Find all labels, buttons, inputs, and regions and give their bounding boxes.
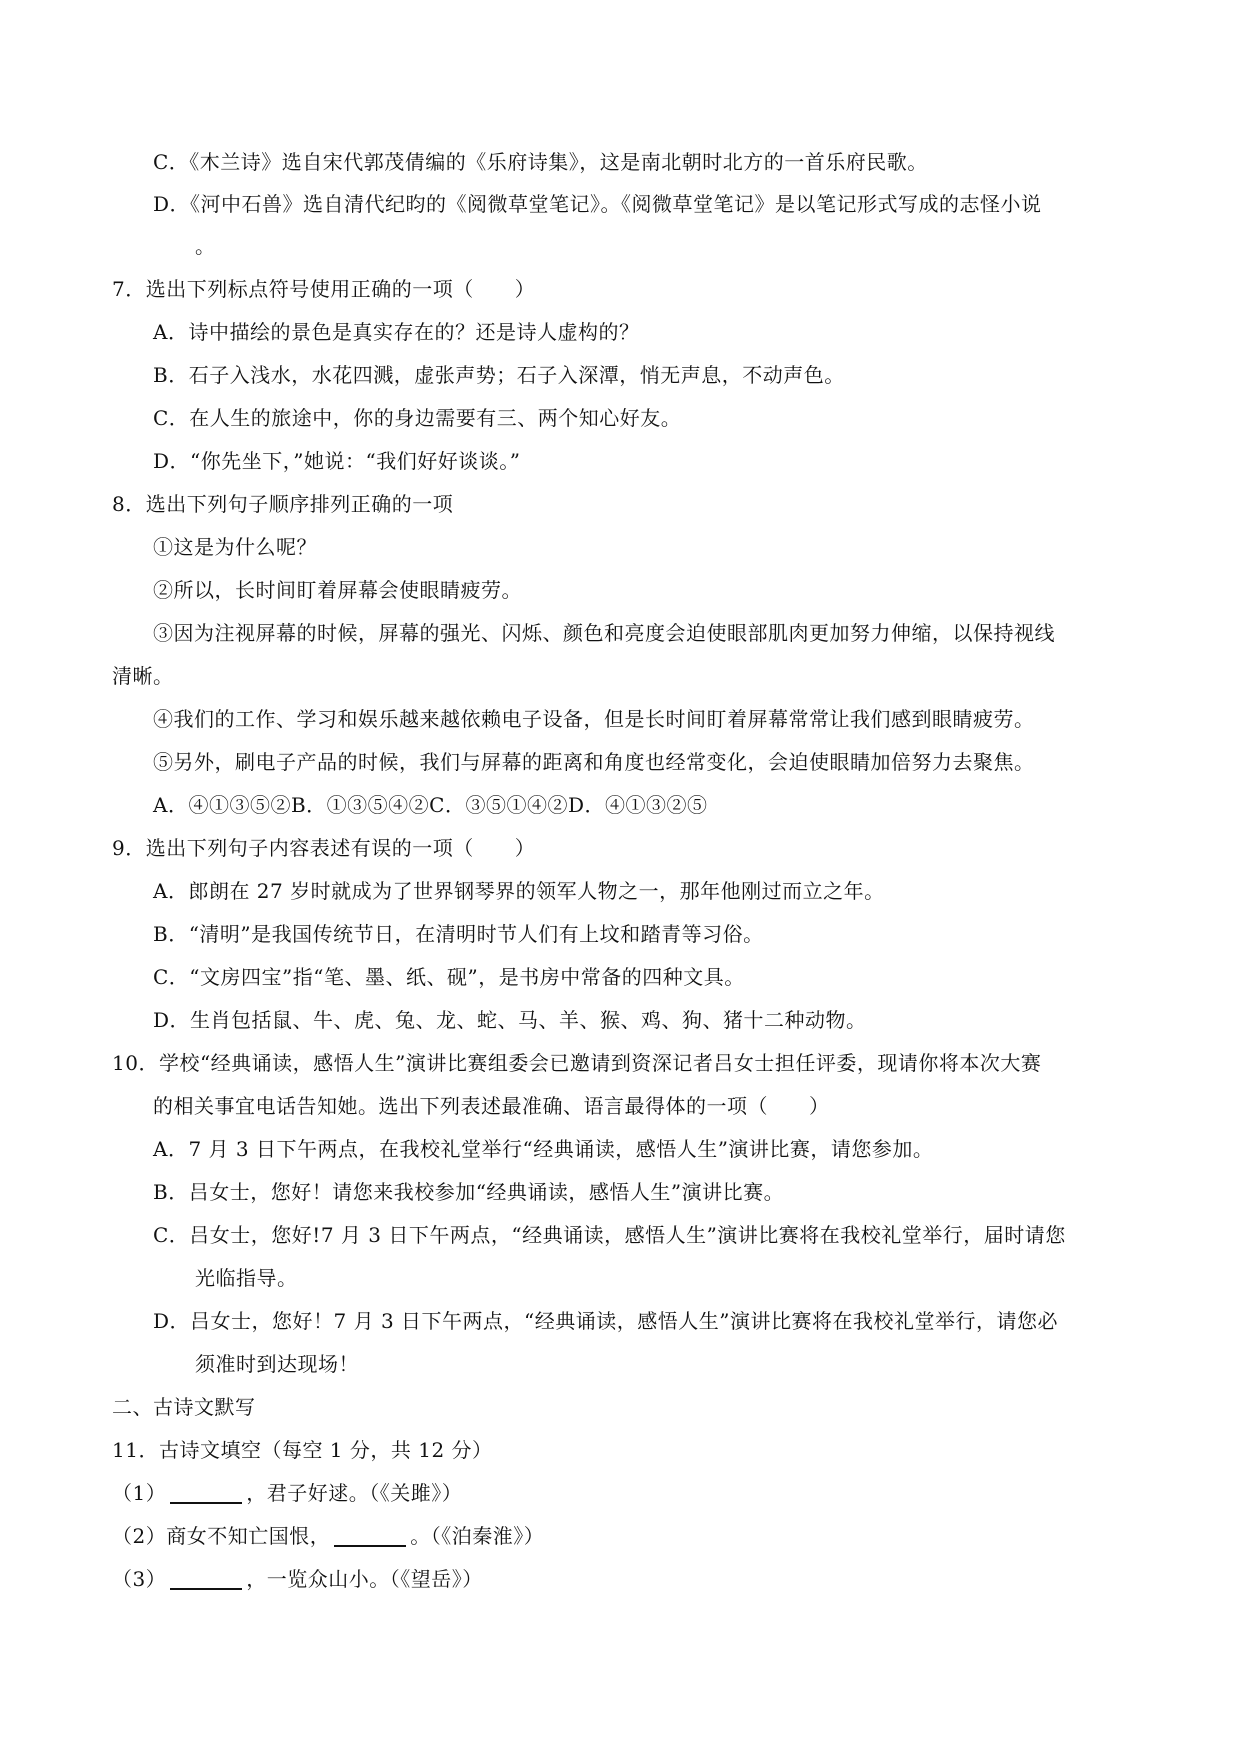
q8-sentence-3-line1: ③因为注视屏幕的时候，屏幕的强光、闪烁、颜色和亮度会迫使眼部肌肉更加努力伸缩，以保持视线 bbox=[153, 621, 1055, 645]
q10-option-d-line2: 须准时到达现场！ bbox=[195, 1352, 359, 1376]
q9-option-a: A．郎朗在 27 岁时就成为了世界钢琴界的领军人物之一，那年他刚过而立之年。 bbox=[153, 879, 885, 903]
q8-stem: 8．选出下列句子顺序排列正确的一项 bbox=[112, 492, 454, 516]
q10-option-d-line1: D．吕女士，您好！7 月 3 日下午两点，“经典诵读，感悟人生”演讲比赛将在我校礼堂举行，请您必 bbox=[153, 1309, 1059, 1333]
q6-option-d-line2: 。 bbox=[195, 234, 216, 258]
q11-stem: 11．古诗文填空（每空 1 分，共 12 分） bbox=[112, 1438, 493, 1462]
section-title: 二、古诗文默写 bbox=[112, 1395, 256, 1419]
q7-option-c: C．在人生的旅途中，你的身边需要有三、两个知心好友。 bbox=[153, 406, 682, 430]
q7-option-d: D．“你先坐下，”她说：“我们好好谈谈。” bbox=[153, 449, 521, 473]
q10-option-c-line2: 光临指导。 bbox=[195, 1266, 298, 1290]
q11-item-1-text: ，君子好逑。（《关雎》） bbox=[246, 1481, 463, 1505]
q9-stem: 9．选出下列句子内容表述有误的一项（ ） bbox=[112, 836, 536, 860]
q11-item-2-text-pre: （2）商女不知亡国恨， bbox=[112, 1524, 331, 1548]
q11-item-2 bbox=[112, 1522, 544, 1550]
q9-option-d: D．生肖包括鼠、牛、虎、兔、龙、蛇、马、羊、猴、鸡、狗、猪十二种动物。 bbox=[153, 1008, 867, 1032]
answer-blank-3[interactable] bbox=[170, 1568, 242, 1590]
q11-item-3 bbox=[112, 1565, 483, 1593]
q8-sentence-5: ⑤另外，刷电子产品的时候，我们与屏幕的距离和角度也经常变化，会迫使眼睛加倍努力去聚焦。 bbox=[153, 750, 1035, 774]
q10-option-a: A．7 月 3 日下午两点，在我校礼堂举行“经典诵读，感悟人生”演讲比赛，请您参加。 bbox=[153, 1137, 934, 1161]
q8-sentence-4: ④我们的工作、学习和娱乐越来越依赖电子设备，但是长时间盯着屏幕常常让我们感到眼睛疲劳。 bbox=[153, 707, 1035, 731]
q8-options: A．④①③⑤②B．①③⑤④②C．③⑤①④②D．④①③②⑤ bbox=[153, 793, 708, 817]
q10-stem-line1: 10．学校“经典诵读，感悟人生”演讲比赛组委会已邀请到资深记者吕女士担任评委，现请你将本次大赛 bbox=[112, 1051, 1042, 1075]
q11-item-3-text: ，一览众山小。（《望岳》） bbox=[246, 1567, 483, 1591]
q8-sentence-1: ①这是为什么呢？ bbox=[153, 535, 317, 559]
q6-option-d-line1: D．《河中石兽》选自清代纪昀的《阅微草堂笔记》。《阅微草堂笔记》是以笔记形式写成的志怪小说 bbox=[153, 192, 1042, 216]
q10-stem-line2: 的相关事宜电话告知她。选出下列表述最准确、语言最得体的一项（ ） bbox=[153, 1094, 830, 1118]
q10-option-c-line1: C．吕女士，您好!7 月 3 日下午两点，“经典诵读，感悟人生”演讲比赛将在我校礼堂举行，届时请您 bbox=[153, 1223, 1066, 1247]
q7-option-a: A．诗中描绘的景色是真实存在的？还是诗人虚构的？ bbox=[153, 320, 640, 344]
answer-blank-1[interactable] bbox=[170, 1482, 242, 1504]
q9-option-c: C．“文房四宝”指“笔、墨、纸、砚”，是书房中常备的四种文具。 bbox=[153, 965, 745, 989]
q8-sentence-3-line2: 清晰。 bbox=[112, 664, 174, 688]
q6-option-c: C．《木兰诗》选自宋代郭茂倩编的《乐府诗集》，这是南北朝时北方的一首乐府民歌。 bbox=[153, 150, 928, 174]
q11-item-2-text: 。（《泊秦淮》） bbox=[410, 1524, 545, 1548]
answer-blank-2[interactable] bbox=[334, 1525, 406, 1547]
q8-sentence-2: ②所以，长时间盯着屏幕会使眼睛疲劳。 bbox=[153, 578, 522, 602]
q10-option-b: B．吕女士，您好！请您来我校参加“经典诵读，感悟人生”演讲比赛。 bbox=[153, 1180, 785, 1204]
q11-item-3-number: （3） bbox=[112, 1567, 167, 1591]
q7-stem: 7．选出下列标点符号使用正确的一项（ ） bbox=[112, 277, 536, 301]
q11-item-1 bbox=[112, 1479, 462, 1507]
q9-option-b: B．“清明”是我国传统节日，在清明时节人们有上坟和踏青等习俗。 bbox=[153, 922, 764, 946]
q11-item-1-number: （1） bbox=[112, 1481, 167, 1505]
q7-option-b: B．石子入浅水，水花四溅，虚张声势；石子入深潭，悄无声息，不动声色。 bbox=[153, 363, 845, 387]
